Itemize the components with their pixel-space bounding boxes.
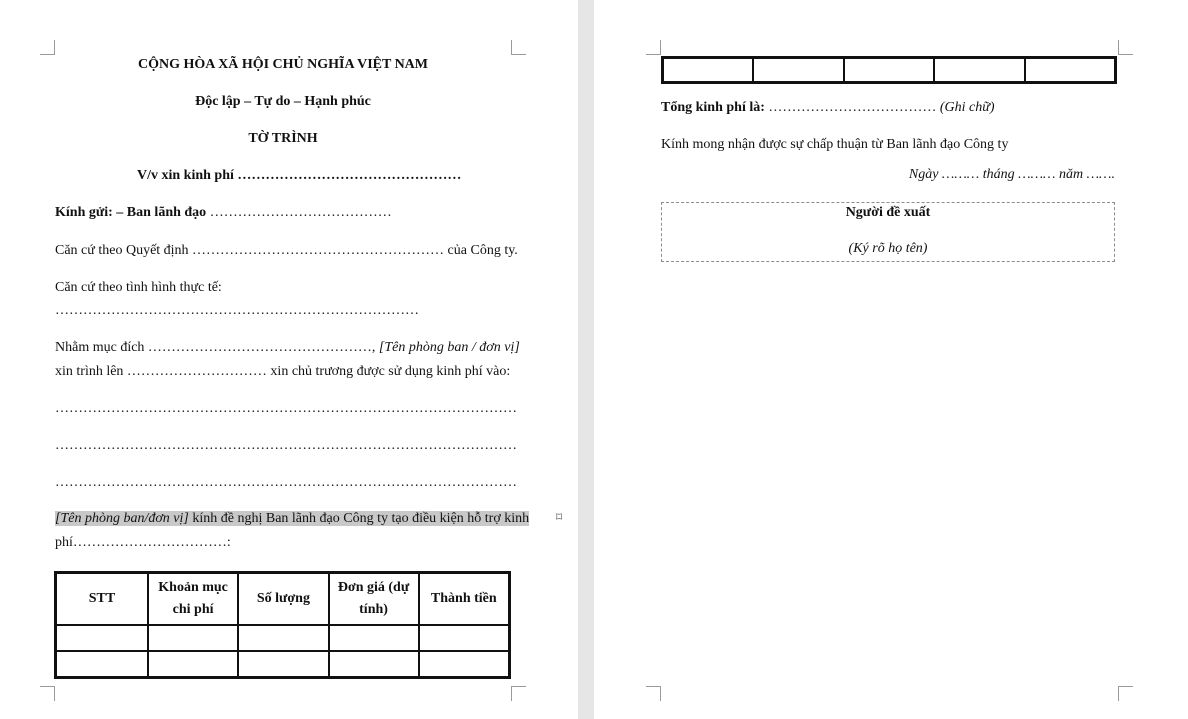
purpose-unit: [Tên phòng ban / đơn vị]	[378, 340, 520, 355]
header-price-line1: Đơn giá (dự	[337, 580, 410, 595]
basis-situation: Căn cứ theo tình hình thực tế:	[55, 280, 222, 295]
header-item-line1: Khoản mục	[158, 580, 228, 595]
signer-note: (Ký rõ họ tên)	[848, 241, 928, 256]
corner-mark-top-right	[511, 40, 526, 55]
proposal-highlight	[55, 511, 529, 526]
header-qty: Số lượng	[238, 573, 328, 625]
table-cell[interactable]	[238, 625, 328, 651]
table-cell[interactable]	[56, 651, 148, 677]
header-total: Thành tiền	[419, 573, 509, 625]
table-cell[interactable]	[238, 651, 328, 677]
table-cell[interactable]	[148, 651, 238, 677]
document-page-2[interactable]	[594, 0, 1188, 719]
corner-mark-bottom-right	[1118, 686, 1133, 701]
basis-decision: Căn cứ theo Quyết định ……………………………………………… của Công ty.	[55, 243, 518, 258]
purpose-line	[55, 339, 520, 357]
national-title: CỘNG HÒA XÃ HỘI CHỦ NGHĨA VIỆT NAM	[137, 57, 428, 72]
proposal-unit: [Tên phòng ban/đơn vị]	[55, 511, 189, 526]
expense-table-continued	[661, 56, 1117, 84]
corner-mark-bottom-left	[646, 686, 661, 701]
request-line: xin trình lên ………………………… xin chủ trương được sử dụng kinh phí vào:	[55, 364, 511, 379]
purpose-text: Nhằm mục đích …………………………………………,	[55, 340, 379, 355]
subject-line: V/v xin kinh phí …………………………………………	[137, 168, 462, 183]
content-dots-1: ………………………………………………………………………………………	[55, 401, 517, 416]
header-stt: STT	[56, 573, 148, 625]
date-line: Ngày ……… tháng ……… năm …….	[908, 167, 1115, 182]
table-cell[interactable]	[329, 625, 419, 651]
recipient-dots: …………………………………	[206, 205, 392, 220]
header-item	[148, 573, 238, 625]
total-note: (Ghi chữ)	[939, 100, 995, 115]
corner-mark-top-right	[1118, 40, 1133, 55]
table-cell[interactable]	[329, 651, 419, 677]
proposal-text: kính đề nghị Ban lãnh đạo Công ty tạo điều kiện hỗ trợ kinh	[188, 511, 530, 526]
total-label: Tổng kinh phí là:	[661, 100, 765, 115]
situation-dots: ……………………………………………………………………	[55, 303, 419, 318]
corner-mark-bottom-left	[40, 686, 55, 701]
total-dots: ………………………………	[764, 100, 940, 115]
document-title: TỜ TRÌNH	[248, 131, 318, 146]
table-row	[56, 651, 509, 677]
corner-mark-bottom-right	[511, 686, 526, 701]
closing-line: Kính mong nhận được sự chấp thuận từ Ban lãnh đạo Công ty	[661, 137, 1009, 152]
recipient-line	[55, 204, 392, 222]
signature-block	[661, 202, 1115, 262]
signer-title: Người đề xuất	[845, 205, 931, 220]
table-cell[interactable]	[419, 651, 509, 677]
table-cell[interactable]	[148, 625, 238, 651]
expense-table	[54, 571, 511, 679]
content-dots-3: ………………………………………………………………………………………	[55, 475, 517, 490]
table-cell[interactable]	[753, 58, 843, 82]
table-cell[interactable]	[844, 58, 934, 82]
page-gutter	[578, 0, 594, 719]
table-cell[interactable]	[419, 625, 509, 651]
table-row	[56, 625, 509, 651]
table-cell[interactable]	[934, 58, 1024, 82]
recipient-label: Kính gửi: – Ban lãnh đạo	[55, 205, 207, 220]
comment-marker-icon[interactable]: ⌑	[556, 510, 563, 524]
header-price-line2: tính)	[359, 602, 388, 617]
table-cell[interactable]	[1025, 58, 1115, 82]
document-page-1[interactable]	[0, 0, 578, 719]
table-cell[interactable]	[663, 58, 753, 82]
motto: Độc lập – Tự do – Hạnh phúc	[195, 94, 371, 109]
proposal-continuation: phí……………………………:	[55, 535, 231, 550]
table-row	[663, 58, 1115, 82]
corner-mark-top-left	[40, 40, 55, 55]
content-dots-2: ………………………………………………………………………………………	[55, 438, 517, 453]
header-price	[329, 573, 419, 625]
header-item-line2: chi phí	[172, 602, 214, 617]
table-header-row	[56, 573, 509, 625]
proposal-line	[55, 510, 529, 528]
total-line	[661, 99, 995, 117]
corner-mark-top-left	[646, 40, 661, 55]
table-cell[interactable]	[56, 625, 148, 651]
